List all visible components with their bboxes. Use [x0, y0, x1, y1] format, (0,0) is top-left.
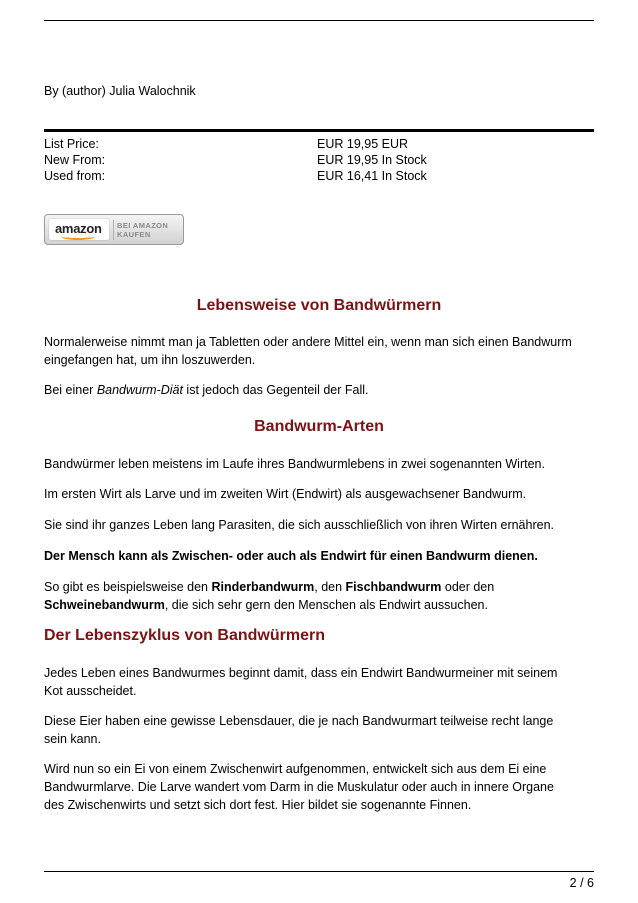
price-label: New From:	[44, 153, 106, 167]
price-row-new	[44, 152, 594, 168]
amazon-logo-icon: amazon	[49, 219, 109, 240]
price-table-rule	[44, 129, 594, 132]
button-divider	[113, 220, 114, 240]
paragraph: Bei einer Bandwurm-Diät ist jedoch das Gegenteil der Fall.	[44, 383, 369, 397]
amazon-smile-icon	[61, 233, 95, 240]
paragraph-bold: Der Mensch kann als Zwischen- oder auch als Endwirt für einen Bandwurm dienen.	[44, 549, 538, 563]
price-row-list	[44, 136, 594, 152]
paragraph: Normalerweise nimmt man ja Tabletten oder andere Mittel ein, wenn man sich einen Bandwurm eingefangen hat, um ihn loszuwerden.	[44, 335, 572, 367]
buy-on-amazon-button[interactable]	[44, 214, 184, 245]
paragraph: So gibt es beispielsweise den Rinderbandwurm, den Fischbandwurm oder den Schweinebandwurm, die sich sehr gern den Menschen als Endwirt aussuchen.	[44, 580, 495, 612]
price-value: EUR 19,95 In Stock	[317, 153, 427, 167]
heading-bandwurm-arten: Bandwurm-Arten	[254, 418, 384, 435]
heading-lebenszyklus: Der Lebenszyklus von Bandwürmern	[44, 627, 325, 644]
price-value: EUR 16,41 In Stock	[317, 169, 427, 183]
heading-lebensweise: Lebensweise von Bandwürmern	[196, 297, 442, 314]
paragraph: Sie sind ihr ganzes Leben lang Parasiten, die sich ausschließlich von ihren Wirten ernähren.	[44, 518, 555, 532]
paragraph: Bandwürmer leben meistens im Laufe ihres Bandwurmlebens in zwei sogenannten Wirten.	[44, 457, 545, 471]
author-line: By (author) Julia Walochnik	[44, 84, 196, 98]
paragraph: Jedes Leben eines Bandwurmes beginnt damit, dass ein Endwirt Bandwurmeiner mit seinem Kot ausscheidet.	[44, 666, 558, 698]
footer-rule	[44, 871, 594, 872]
paragraph: Wird nun so ein Ei von einem Zwischenwirt aufgenommen, entwickelt sich aus dem Ei eine Bandwurmlarve. Die Larve wandert vom Darm in die Muskulatur oder auch in innere Organe des Zwischenwirts und setzt sich dort fest. Hier bildet sie sogenannte Finnen.	[44, 762, 554, 812]
amazon-button-label: BEI AMAZON KAUFEN	[117, 221, 169, 239]
paragraph: Im ersten Wirt als Larve und im zweiten Wirt (Endwirt) als ausgewachsener Bandwurm.	[44, 487, 527, 501]
price-table	[44, 136, 594, 184]
page-number: 2 / 6	[569, 876, 594, 890]
price-label: Used from:	[44, 169, 106, 183]
header-rule	[44, 20, 594, 21]
paragraph: Diese Eier haben eine gewisse Lebensdauer, die je nach Bandwurmart teilweise recht lange sein kann.	[44, 714, 554, 746]
price-label: List Price:	[44, 137, 99, 151]
price-value: EUR 19,95 EUR	[317, 137, 409, 151]
price-row-used	[44, 168, 594, 184]
